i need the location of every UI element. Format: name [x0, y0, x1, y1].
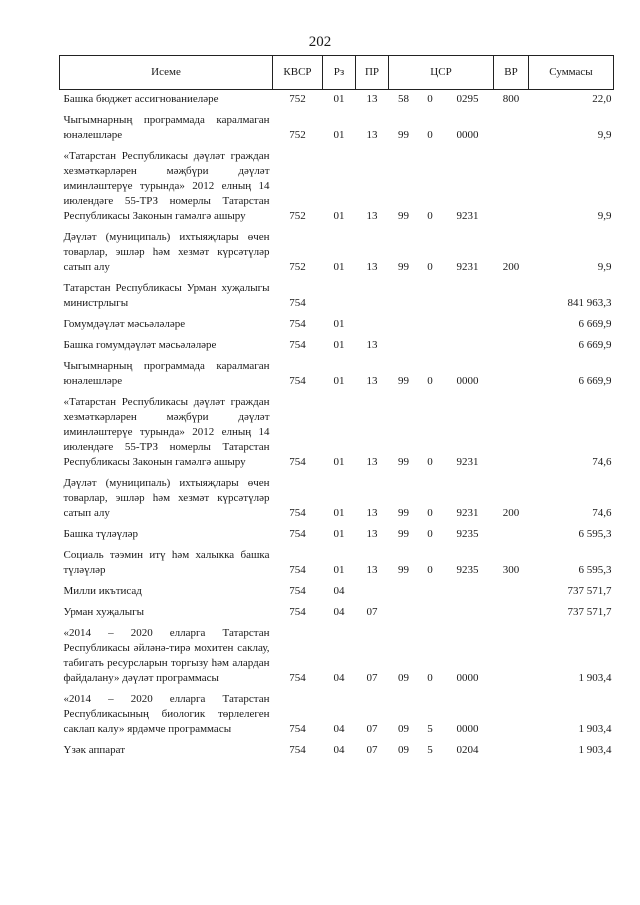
cell-pr: 13: [366, 507, 378, 519]
cell-csr-program: 58: [398, 93, 409, 105]
cell-pr: 13: [366, 129, 378, 141]
table-row: [60, 281, 614, 317]
table-row: [60, 90, 614, 114]
cell-csr-subprogram: 0: [427, 210, 433, 222]
table-row: [60, 395, 614, 476]
cell-vr: [494, 317, 529, 338]
cell-vr: [494, 584, 529, 605]
header-name: Исеме: [60, 56, 273, 90]
cell-kvsr: 754: [289, 672, 306, 684]
cell-csr-program: [389, 584, 419, 605]
cell-sum: 74,6: [592, 507, 612, 519]
table-row: [60, 584, 614, 605]
cell-rz: 04: [333, 606, 345, 618]
cell-csr-direction: 0000: [456, 672, 479, 684]
cell-rz: 01: [333, 318, 345, 330]
cell-name: Башка түләүләр: [63, 528, 139, 540]
cell-sum: 9,9: [597, 210, 612, 222]
cell-vr: [494, 359, 529, 395]
cell-csr-program: 99: [398, 129, 409, 141]
cell-csr-program: 99: [398, 456, 409, 468]
cell-name: Дәүләт (муниципаль) ихтыяҗлары өчен товарлар, эшләр һәм хезмәт күрсәтүләр сатып алу: [63, 231, 270, 273]
cell-name: Чыгымнарның программада каралмаган юнәлешләре: [63, 114, 270, 141]
cell-csr-program: 09: [398, 744, 409, 756]
table-row: [60, 317, 614, 338]
budget-table: [59, 55, 614, 764]
cell-csr-direction: 9231: [456, 210, 479, 222]
cell-rz: 01: [333, 456, 345, 468]
cell-csr-subprogram: 0: [427, 528, 433, 540]
cell-csr-subprogram: [419, 584, 442, 605]
cell-rz: 01: [333, 375, 345, 387]
table-row: [60, 113, 614, 149]
header-vr: ВР: [494, 56, 529, 90]
cell-vr: 200: [502, 507, 520, 519]
cell-vr: [494, 281, 529, 317]
cell-sum: 6 669,9: [578, 318, 612, 330]
cell-name: Урман хуҗалыгы: [63, 606, 145, 618]
cell-sum: 1 903,4: [578, 723, 612, 735]
cell-pr: 13: [366, 375, 378, 387]
cell-csr-program: 09: [398, 723, 409, 735]
cell-pr: 13: [366, 564, 378, 576]
cell-rz: 04: [333, 723, 345, 735]
cell-csr-program: [389, 338, 419, 359]
table-header-row: [60, 56, 614, 90]
cell-kvsr: 754: [289, 339, 306, 351]
cell-kvsr: 754: [289, 507, 306, 519]
cell-rz: 01: [333, 129, 345, 141]
cell-name: Башка гомумдәүләт мәсьәләләре: [63, 339, 217, 351]
header-rz: Рз: [323, 56, 356, 90]
cell-rz: 01: [333, 210, 345, 222]
cell-vr: [494, 395, 529, 476]
cell-vr: [494, 743, 529, 764]
cell-kvsr: 754: [289, 528, 306, 540]
cell-csr-subprogram: 0: [427, 93, 433, 105]
cell-vr: [494, 113, 529, 149]
cell-name: Милли икътисад: [63, 585, 142, 597]
cell-csr-subprogram: [419, 281, 442, 317]
header-sum: Суммасы: [529, 56, 614, 90]
table-row: [60, 476, 614, 527]
cell-kvsr: 754: [289, 456, 306, 468]
cell-pr: 13: [366, 261, 378, 273]
cell-sum: 1 903,4: [578, 744, 612, 756]
cell-pr: 13: [366, 93, 378, 105]
cell-pr: [356, 584, 389, 605]
cell-kvsr: 752: [289, 93, 306, 105]
cell-rz: 04: [333, 744, 345, 756]
cell-vr: [494, 692, 529, 743]
cell-csr-program: 99: [398, 507, 409, 519]
cell-csr-subprogram: 0: [427, 456, 433, 468]
cell-kvsr: 754: [289, 564, 306, 576]
table-row: [60, 626, 614, 692]
cell-pr: [356, 317, 389, 338]
cell-csr-subprogram: 0: [427, 564, 433, 576]
cell-csr-subprogram: 0: [427, 129, 433, 141]
cell-rz: 01: [333, 93, 345, 105]
cell-kvsr: 754: [289, 585, 306, 597]
table-row: [60, 605, 614, 626]
cell-rz: 01: [333, 528, 345, 540]
cell-csr-direction: 9235: [456, 564, 479, 576]
cell-name: Гомумдәүләт мәсьәләләре: [63, 318, 186, 330]
cell-pr: 07: [366, 723, 378, 735]
cell-sum: 841 963,3: [567, 297, 612, 309]
table-row: [60, 527, 614, 548]
header-csr: ЦСР: [389, 56, 494, 90]
cell-kvsr: 754: [289, 297, 306, 309]
cell-sum: 9,9: [597, 129, 612, 141]
cell-name: «2014 – 2020 елларга Татарстан Республикасының биологик төрлелеген саклап калу» ярдәмче программасы: [63, 693, 270, 735]
cell-name: Дәүләт (муниципаль) ихтыяҗлары өчен товарлар, эшләр һәм хезмәт күрсәтүләр сатып алу: [63, 477, 270, 519]
cell-sum: 737 571,7: [567, 606, 612, 618]
cell-rz: 01: [333, 339, 345, 351]
cell-kvsr: 754: [289, 744, 306, 756]
cell-pr: 13: [366, 339, 378, 351]
table-row: [60, 338, 614, 359]
cell-csr-program: [389, 281, 419, 317]
cell-csr-direction: [442, 584, 494, 605]
cell-name: «Татарстан Республикасы дәүләт граждан хезмәткәрләрен мәҗбүри дәүләт иминләштерүе турында» 2012 елның 14 июлендәге 55-ТРЗ номерлы Татарстан Республикасы Законын гамәлгә ашыру: [63, 150, 270, 222]
table-row: [60, 743, 614, 764]
cell-csr-direction: 0000: [456, 129, 479, 141]
cell-csr-direction: 0000: [456, 723, 479, 735]
cell-csr-subprogram: 0: [427, 375, 433, 387]
cell-pr: 07: [366, 672, 378, 684]
cell-kvsr: 754: [289, 318, 306, 330]
cell-csr-subprogram: 0: [427, 672, 433, 684]
cell-rz: 04: [333, 585, 345, 597]
cell-csr-direction: 9231: [456, 456, 479, 468]
cell-name: Чыгымнарның программада каралмаган юнәлешләре: [63, 360, 270, 387]
cell-csr-program: 99: [398, 528, 409, 540]
cell-vr: 800: [502, 93, 520, 105]
cell-sum: 6 595,3: [578, 564, 612, 576]
cell-csr-program: 99: [398, 564, 409, 576]
cell-vr: [494, 605, 529, 626]
cell-pr: 13: [366, 528, 378, 540]
cell-kvsr: 754: [289, 375, 306, 387]
cell-sum: 74,6: [592, 456, 612, 468]
cell-vr: 200: [502, 261, 520, 273]
cell-pr: 07: [366, 744, 378, 756]
cell-rz: 04: [333, 672, 345, 684]
table-row: [60, 230, 614, 281]
cell-kvsr: 754: [289, 723, 306, 735]
table-row: [60, 359, 614, 395]
cell-sum: 22,0: [592, 93, 612, 105]
cell-pr: 13: [366, 456, 378, 468]
table-row: [60, 149, 614, 230]
cell-name: Башка бюджет ассигнованиеләре: [63, 93, 219, 105]
header-pr: ПР: [356, 56, 389, 90]
cell-kvsr: 754: [289, 606, 306, 618]
cell-csr-program: 99: [398, 375, 409, 387]
table-row: [60, 692, 614, 743]
cell-name: Социаль тәэмин итү һәм халыкка башка түләүләр: [63, 549, 270, 576]
cell-csr-subprogram: 0: [427, 261, 433, 273]
cell-csr-subprogram: [419, 338, 442, 359]
header-kvsr: КВСР: [273, 56, 323, 90]
cell-csr-direction: [442, 338, 494, 359]
cell-csr-direction: [442, 317, 494, 338]
cell-csr-subprogram: 0: [427, 507, 433, 519]
cell-sum: 737 571,7: [567, 585, 612, 597]
cell-csr-program: [389, 317, 419, 338]
cell-csr-program: [389, 605, 419, 626]
cell-csr-program: 09: [398, 672, 409, 684]
cell-csr-direction: 0000: [456, 375, 479, 387]
cell-sum: 1 903,4: [578, 672, 612, 684]
cell-vr: [494, 149, 529, 230]
cell-csr-direction: [442, 281, 494, 317]
cell-pr: [356, 281, 389, 317]
cell-csr-subprogram: 5: [427, 744, 433, 756]
cell-pr: 07: [366, 606, 378, 618]
cell-csr-program: 99: [398, 210, 409, 222]
cell-csr-direction: 9231: [456, 507, 479, 519]
cell-rz: [323, 281, 356, 317]
cell-kvsr: 752: [289, 261, 306, 273]
cell-sum: 6 669,9: [578, 339, 612, 351]
cell-vr: 300: [502, 564, 520, 576]
cell-rz: 01: [333, 507, 345, 519]
cell-name: «2014 – 2020 елларга Татарстан Республикасы әйләнә-тирә мохитен саклау, табигать ресурсларын торгызу һәм алардан файдалану» дәүләт программасы: [63, 627, 270, 684]
cell-name: «Татарстан Республикасы дәүләт граждан хезмәткәрләрен мәҗбүри дәүләт иминләштерүе турында» 2012 елның 14 июлендәге 55-ТРЗ номерлы Татарстан Республикасы Законын гамәлгә ашыру: [63, 396, 270, 468]
cell-csr-subprogram: [419, 317, 442, 338]
cell-name: Татарстан Республикасы Урман хуҗалыгы министрлыгы: [63, 282, 270, 309]
table-row: [60, 548, 614, 584]
cell-rz: 01: [333, 564, 345, 576]
cell-csr-direction: 0295: [456, 93, 479, 105]
cell-vr: [494, 338, 529, 359]
cell-kvsr: 752: [289, 210, 306, 222]
page-number: 202: [308, 34, 332, 50]
cell-sum: 9,9: [597, 261, 612, 273]
cell-csr-direction: 9231: [456, 261, 479, 273]
cell-sum: 6 595,3: [578, 528, 612, 540]
cell-csr-subprogram: 5: [427, 723, 433, 735]
cell-csr-direction: [442, 605, 494, 626]
cell-pr: 13: [366, 210, 378, 222]
cell-csr-direction: 9235: [456, 528, 479, 540]
cell-csr-subprogram: [419, 605, 442, 626]
cell-kvsr: 752: [289, 129, 306, 141]
cell-vr: [494, 527, 529, 548]
cell-csr-program: 99: [398, 261, 409, 273]
cell-vr: [494, 626, 529, 692]
table-body: [60, 90, 614, 765]
cell-rz: 01: [333, 261, 345, 273]
cell-sum: 6 669,9: [578, 375, 612, 387]
cell-name: Үзәк аппарат: [63, 744, 126, 756]
cell-csr-direction: 0204: [456, 744, 479, 756]
